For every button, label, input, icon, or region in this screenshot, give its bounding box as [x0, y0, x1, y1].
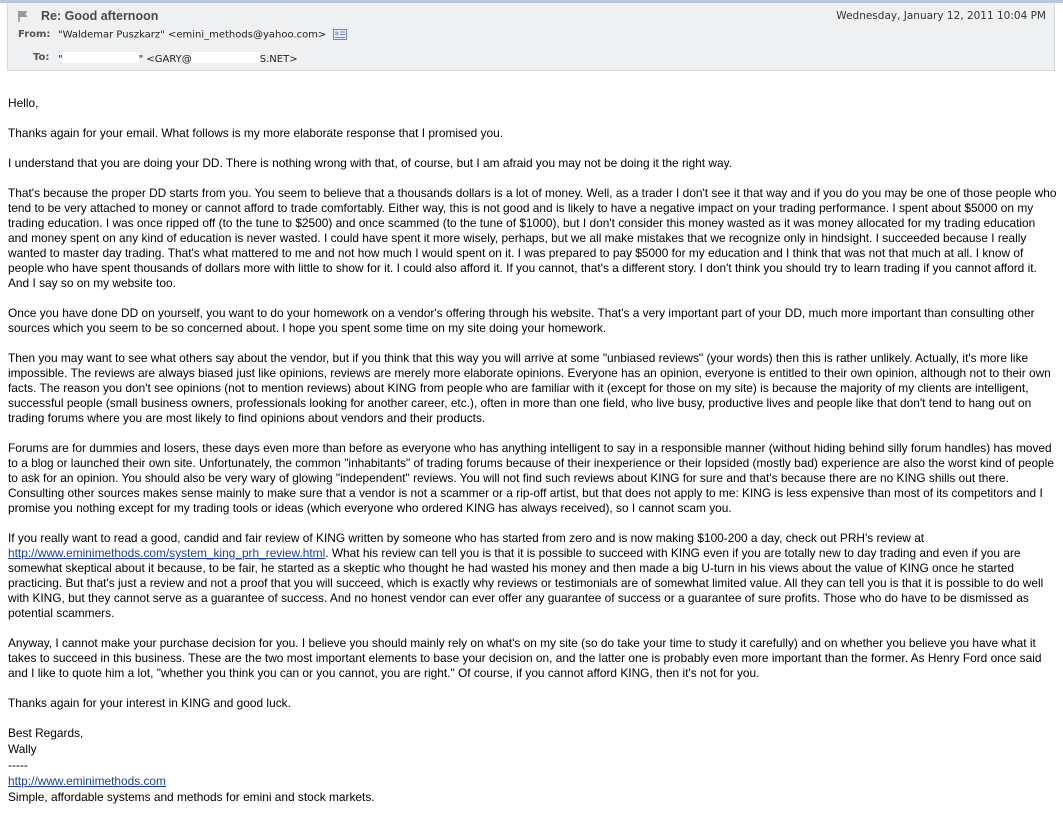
to-address-end: S.NET> — [259, 54, 298, 65]
to-address-start: " <GARY@ — [138, 54, 192, 65]
signature-name: Wally — [8, 742, 37, 756]
address-card-icon[interactable] — [333, 29, 347, 40]
greeting: Hello, — [8, 96, 39, 110]
prh-review-link[interactable]: http://www.eminimethods.com/system_king_prh_review.html — [8, 546, 326, 560]
message-body — [8, 96, 1058, 805]
from-address[interactable]: "Waldemar Puszkarz" <emini_methods@yahoo.com> — [58, 29, 327, 41]
signature-website-link[interactable]: http://www.eminimethods.com — [8, 774, 166, 788]
closing: Best Regards, — [8, 726, 84, 740]
signature-link-line — [8, 774, 1058, 789]
to-quote-open: " — [58, 54, 63, 65]
flag-icon[interactable] — [16, 9, 30, 23]
paragraph-good-luck: Thanks again for your interest in KING and good luck. — [8, 696, 291, 710]
paragraph-decision: Anyway, I cannot make your purchase decision for you. I believe you should mainly rely on what's on my site (so do take your time to study it carefully) and on whether you believe you have what it takes to succeed in this business. These are the two most important elements to base your decision on, and the latter one is probably even more important than the former. As Henry Ford once said and I like to quote him a lot, "whether you think you can or you cannot, you are right." Of course, if you cannot afford KING, then it's not for you. — [8, 636, 1042, 680]
prh-review-intro: If you really want to read a good, candid and fair review of KING written by someone who has started from zero and is now making $100-200 a day, check out PRH's review at — [8, 531, 925, 545]
signature-divider: ----- — [8, 758, 28, 772]
to-label: To: — [33, 52, 50, 63]
paragraph-forums: Forums are for dummies and losers, these days even more than before as everyone who has anything intelligent to say in a responsible manner (without hiding behind silly forum handles) has moved to a blog or launched their own site. Unfortunately, the common "inhabitants" of trading forums because of their inexperience or their lopsided (mostly bad) experience are also the worst kind of people to ask for an opinion. You should also be very wary of glowing "independent" reviews. You will not find such reviews about KING for sure and that's because there are no KING shills out there. Consulting other sources makes sense mainly to make sure that a vendor is not a scammer or a rip-off artist, but that does not apply to me: KING is less expensive than most of its competitors and I promise you nothing except for my trading tools or ideas (which everyone who ordered KING has always received), so I cannot scam you. — [8, 441, 1054, 515]
paragraph-homework: Once you have done DD on yourself, you want to do your homework on a vendor's offering through his website. That's a very important part of your DD, much more important than consulting other sources which you seem to be so concerned about. I hope you spent some time on my site doing your homework. — [8, 306, 1035, 335]
paragraph-thanks: Thanks again for your email. What follows is my more elaborate response that I promised you. — [8, 126, 504, 140]
to-field[interactable] — [58, 52, 298, 65]
paragraph-prh-review — [8, 531, 1058, 621]
paragraph-education: That's because the proper DD starts from you. You seem to believe that a thousands dollars is a lot of money. Well, as a trader I don't see it that way and if you do you may be one of those people who tend to be very attached to money or cannot afford to trade comfortably. Either way, this is not good and is likely to have a negative impact on your trading performance. I spent about $5000 on my trading education. I was once ripped off (to the tune to $2500) and once scammed (to the tune of $1000), but I don't consider this money wasted as it was money allocated for my trading education and money spent on any kind of education is never wasted. I could have spent it more wisely, perhaps, but we all make mistakes that we recognize only in hindsight. I succeeded because I really wanted to master day trading. That's what mattered to me and not how much I would spent on it. I was prepared to pay $5000 for my education and I think that was not that much at all. I know of people who have spent thousands of dollars more with little to show for it. I could also afford it. If you cannot, that's a different story. I don't think you should try to learn trading if you cannot afford it. And I say so on my website too. — [8, 186, 1057, 290]
from-label: From: — [18, 29, 51, 40]
redacted-name — [63, 52, 139, 63]
redacted-domain — [192, 52, 260, 63]
message-date: Wednesday, January 12, 2011 10:04 PM — [836, 10, 1046, 22]
paragraph-dd: I understand that you are doing your DD. There is nothing wrong with that, of course, but I am afraid you may not be doing it the right way. — [8, 156, 732, 170]
message-subject: Re: Good afternoon — [41, 9, 159, 23]
paragraph-reviews: Then you may want to see what others say about the vendor, but if you think that this way you will arrive at some "unbiased reviews" (your words) then this is rather unlikely. Actually, it's more like impossible. The reviews are always biased just like opinions, reviews are merely more elaborate opinions. Everyone has an opinion, everyone is entitled to their own opinion, although not to their own facts. The reason you don't see opinions (not to mention reviews) about KING from people who are familiar with it (except for those on my site) is because the majority of my clients are intelligent, successful people (small business owners, professionals looking for another career, etc.), often in more than one field, who live busy, productive lives and people like that don't tend to hang out on trading forums where you are most likely to find opinions about vendors and their products. — [8, 351, 1051, 425]
from-field — [58, 29, 347, 41]
signature-tagline: Simple, affordable systems and methods for emini and stock markets. — [8, 790, 375, 804]
prh-review-text: . What his review can tell you is that it is possible to succeed with KING even if you are totally new to day trading and even if you are somewhat skeptical about it because, to be fair, he started as a skeptic who thought he had wasted his money and then made a big U-turn in his views about the value of KING once he started practicing. But that's just a review and not a proof that you will succeed, which is exactly why reviews or testimonials are of somewhat limited value. All they can tell you is that it is possible to do well with KING, but they cannot serve as a guarantee of success. And no honest vendor can ever offer any guarantee of success or a guarantee of sure profits. Those who do have to be dismissed as potential scammers. — [8, 546, 1044, 620]
